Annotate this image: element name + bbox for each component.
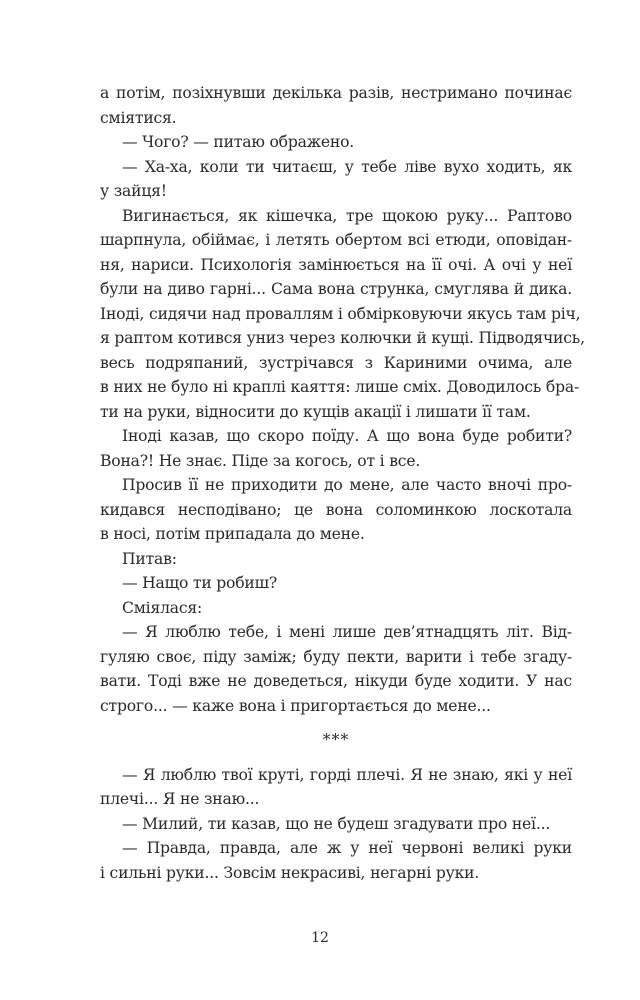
text-line: ти на руки, відносити до кущів акації і лишати її там. bbox=[100, 402, 531, 421]
text-line: були на диво гарні... Сама вона струнка, смуглява й дика. bbox=[100, 280, 572, 298]
text-line: а потім, позіхнувши декілька разів, нестримано починає bbox=[100, 84, 572, 102]
paragraph bbox=[100, 81, 572, 130]
section-1 bbox=[100, 81, 585, 718]
text-line: — Я люблю твої круті, горді плечі. Я не знаю, які у неї bbox=[122, 765, 572, 784]
text-line: кидався несподівано; це вона соломинкою лоскотала bbox=[100, 500, 572, 519]
text-line: гуляю своє, піду заміж; буду пекти, варити і тебе згаду- bbox=[100, 647, 572, 666]
paragraph bbox=[100, 571, 572, 596]
text-line: шарпнула, обіймає, і летять обертом всі етюди, оповідан- bbox=[100, 231, 572, 249]
text-line: — Я люблю тебе, і мені лише дев’ятнадцять літ. Від- bbox=[122, 623, 572, 641]
paragraph bbox=[100, 596, 572, 621]
text-line: Іноді казав, що скоро поїду. А що вона буде робити? bbox=[122, 427, 572, 445]
paragraph bbox=[100, 130, 572, 155]
paragraph bbox=[100, 424, 572, 473]
text-line: — Ха-ха, коли ти читаєш, у тебе ліве вухо ходить, як bbox=[122, 157, 572, 176]
section-separator: *** bbox=[322, 731, 350, 749]
text-line: Питав: bbox=[122, 549, 177, 568]
text-line: — Нащо ти робиш? bbox=[122, 574, 278, 592]
paragraph bbox=[100, 763, 572, 812]
text-line: — Чого? — питаю ображено. bbox=[122, 133, 355, 151]
section-2 bbox=[100, 763, 572, 886]
text-line: Просив її не приходити до мене, але часто вночі про- bbox=[122, 476, 572, 494]
text-line: Вона?! Не знає. Піде за когось, от і все. bbox=[100, 451, 421, 470]
text-line: у зайця! bbox=[100, 182, 167, 200]
paragraph bbox=[100, 473, 572, 547]
paragraph bbox=[100, 547, 572, 572]
paragraph bbox=[100, 836, 572, 885]
text-line: я раптом котився униз через колючки й кущі. Підводячись, bbox=[100, 329, 585, 347]
text-line: Сміялася: bbox=[122, 598, 203, 617]
text-line: в носі, потім припадала до мене. bbox=[100, 525, 365, 543]
text-line: — Милий, ти казав, що не будеш згадувати про неї... bbox=[122, 814, 551, 833]
text-line: вати. Тоді вже не доведеться, нікуди буде ходити. У нас bbox=[100, 672, 572, 690]
paragraph bbox=[100, 620, 572, 718]
text-line: строго... — каже вона і пригортається до мене... bbox=[100, 696, 491, 715]
paragraph bbox=[100, 812, 572, 837]
text-line: — Правда, правда, але ж у неї червоні великі руки bbox=[122, 839, 572, 857]
text-line: весь подряпаний, зустрічався з Кариними очима, але bbox=[100, 353, 572, 372]
text-line: ня, нариси. Психологія замінюється на її очі. А очі у неї bbox=[100, 255, 572, 274]
text-line: Іноді, сидячи над проваллям і обмірковуючи якусь там річ, bbox=[100, 304, 581, 323]
text-line: і сильні руки... Зовсім некрасиві, негарні руки. bbox=[100, 863, 480, 882]
text-line: сміятися. bbox=[100, 108, 177, 127]
text-line: Вигинається, як кішечка, тре щокою руку... Раптово bbox=[122, 206, 572, 225]
text-line: в них не було ні краплі каяття: лише сміх. Доводилось бра- bbox=[100, 378, 580, 396]
paragraph bbox=[100, 155, 572, 204]
text-line: плечі... Я не знаю... bbox=[100, 790, 260, 808]
page-number: 12 bbox=[311, 930, 329, 946]
page-body bbox=[100, 81, 585, 885]
paragraph bbox=[100, 204, 585, 425]
